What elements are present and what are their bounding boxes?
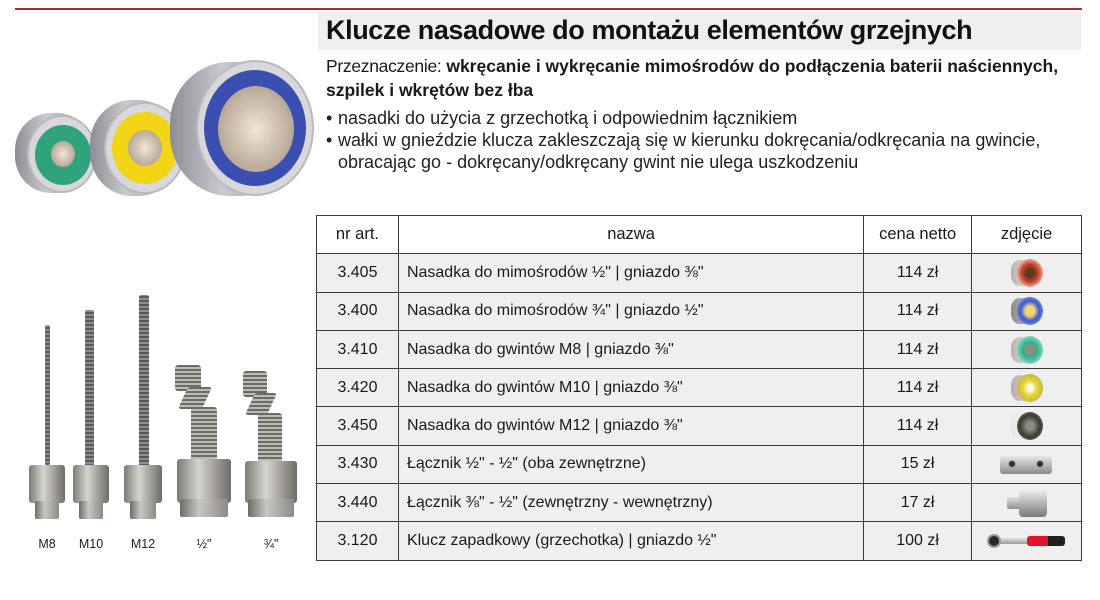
column-header-article-number: nr art. — [317, 216, 399, 254]
article-number: 3.420 — [317, 369, 399, 407]
product-photo-cell — [972, 330, 1082, 368]
table-row — [317, 292, 1082, 330]
article-number: 3.450 — [317, 407, 399, 445]
net-price: 15 zł — [864, 445, 972, 483]
header-accent-rule — [15, 8, 1082, 10]
bolt-label-three-quarter-inch: ¾" — [263, 537, 279, 551]
product-table — [316, 215, 1082, 561]
product-name: Nasadka do mimośrodów ¾" | gniazdo ½" — [398, 292, 863, 330]
socket-dark-thumbnail — [1005, 410, 1049, 442]
article-number: 3.400 — [317, 292, 399, 330]
table-row — [317, 369, 1082, 407]
net-price: 114 zł — [864, 330, 972, 368]
connector-bar-thumbnail — [998, 448, 1056, 480]
article-number: 3.120 — [317, 522, 399, 560]
product-photo-cell — [972, 522, 1082, 560]
article-number: 3.405 — [317, 254, 399, 292]
feature-item: • wałki w gnieździe klucza zakleszczają się w kierunku dokręcania/odkręcania na gwincie, obracając go - dokręcany/odkręcany gwint nie ulega uszkodzeniu — [326, 129, 1086, 173]
socket-blue-image — [170, 60, 320, 200]
table-row — [317, 330, 1082, 368]
product-photo-cell — [972, 445, 1082, 483]
feature-item: • nasadki do użycia z grzechotką i odpowiednim łącznikiem — [326, 107, 1086, 129]
socket-green-image — [15, 113, 97, 195]
product-photo-cell — [972, 369, 1082, 407]
table-row — [317, 522, 1082, 560]
product-name: Łącznik ½" - ½" (oba zewnętrzne) — [398, 445, 863, 483]
product-photo-cell — [972, 254, 1082, 292]
purpose-paragraph — [326, 54, 1066, 102]
product-photo-cell — [972, 407, 1082, 445]
product-name: Nasadka do gwintów M10 | gniazdo ⅜" — [398, 369, 863, 407]
column-header-photo: zdjęcie — [972, 216, 1082, 254]
bolt-label-m10: M10 — [78, 537, 104, 551]
bolt-label-half-inch: ½" — [196, 537, 212, 551]
adapter-thumbnail — [999, 487, 1055, 519]
net-price: 100 zł — [864, 522, 972, 560]
purpose-text: wkręcanie i wykręcanie mimośrodów do podłączenia baterii naściennych, szpilek i wkrętów bez łba — [326, 56, 1059, 100]
ratchet-thumbnail — [987, 525, 1067, 557]
article-number: 3.440 — [317, 484, 399, 522]
article-number: 3.430 — [317, 445, 399, 483]
product-name: Łącznik ⅜" - ½" (zewnętrzny - wewnętrzny) — [398, 484, 863, 522]
product-name: Nasadka do gwintów M8 | gniazdo ⅜" — [398, 330, 863, 368]
product-name: Nasadka do gwintów M12 | gniazdo ⅜" — [398, 407, 863, 445]
bolt-label-m8: M8 — [38, 537, 56, 551]
table-row — [317, 445, 1082, 483]
net-price: 114 zł — [864, 369, 972, 407]
socket-red-thumbnail — [1005, 257, 1049, 289]
article-number: 3.410 — [317, 330, 399, 368]
table-row — [317, 484, 1082, 522]
bolts-photo — [20, 295, 300, 555]
product-photo-cell — [972, 292, 1082, 330]
socket-yellow-thumbnail — [1005, 372, 1049, 404]
socket-blue-thumbnail — [1005, 295, 1049, 327]
product-name: Nasadka do mimośrodów ½" | gniazdo ⅜" — [398, 254, 863, 292]
column-header-name: nazwa — [398, 216, 863, 254]
product-photo-cell — [972, 484, 1082, 522]
table-row — [317, 407, 1082, 445]
bolt-label-m12: M12 — [130, 537, 156, 551]
purpose-label: Przeznaczenie: — [326, 56, 442, 76]
feature-list — [326, 107, 1086, 173]
column-header-net-price: cena netto — [864, 216, 972, 254]
table-header-row — [317, 216, 1082, 254]
product-name: Klucz zapadkowy (grzechotka) | gniazdo ½" — [398, 522, 863, 560]
table-row — [317, 254, 1082, 292]
net-price: 17 zł — [864, 484, 972, 522]
net-price: 114 zł — [864, 254, 972, 292]
page-title: Klucze nasadowe do montażu elementów grzejnych — [326, 15, 973, 45]
net-price: 114 zł — [864, 407, 972, 445]
socket-green-thumbnail — [1005, 334, 1049, 366]
sockets-photo — [10, 55, 310, 205]
net-price: 114 zł — [864, 292, 972, 330]
